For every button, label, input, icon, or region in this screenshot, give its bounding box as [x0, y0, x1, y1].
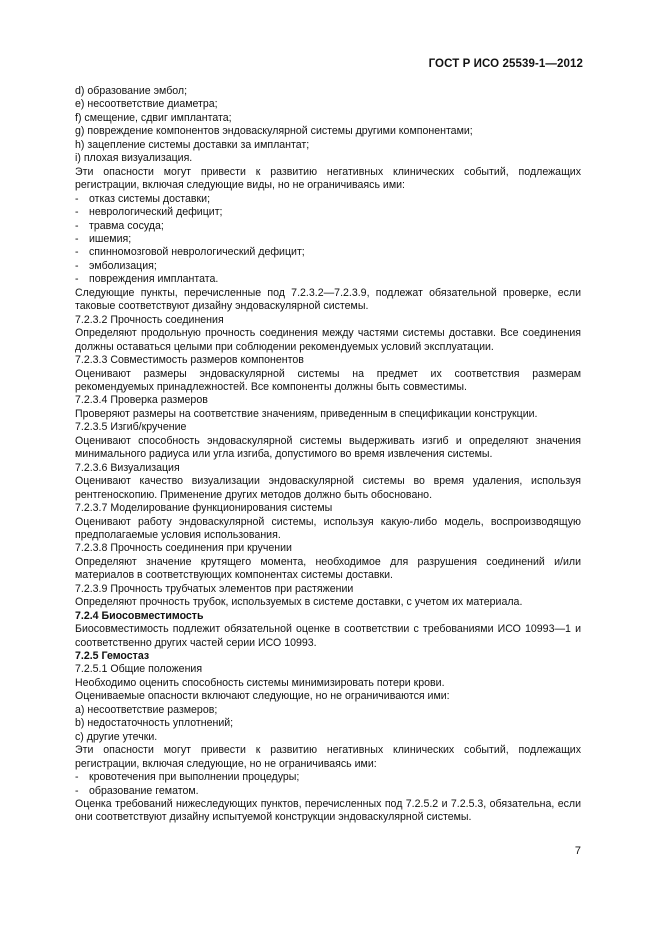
paragraph: Оценивают качество визуализации эндоваскулярной системы во время удаления, используя рентгеноскопию. Применение других методов должно быть обосновано. [75, 475, 581, 501]
paragraph: Биосовместимость подлежит обязательной оценке в соответствии с требованиями ИСО 10993—1 и соответственно других частей серии ИСО 10993. [75, 623, 581, 649]
dash-marker: - [75, 771, 79, 784]
paragraph: Определяют продольную прочность соединения между частями системы доставки. Все соединения должны оставаться целыми при соблюдении рекомендуемых условий эксплуатации. [75, 327, 581, 353]
dash-list-item [48, 206, 581, 219]
document-body [48, 85, 581, 825]
dash-list-item [48, 246, 581, 259]
page-number: 7 [574, 845, 581, 857]
paragraph: Определяют значение крутящего момента, необходимое для разрушения соединений и/или материалов в соответствующих компонентах системы доставки. [75, 555, 581, 582]
paragraph: Оценивают размеры эндоваскулярной системы на предмет их соответствия размерам рекомендуемых принадлежностей. Все компоненты должны быть совместимы. [75, 367, 581, 393]
paragraph: Оценка требований нижеследующих пунктов, перечисленных под 7.2.5.2 и 7.2.5.3, обязательна, если они соответствуют дизайну испытуемой конструкции эндоваскулярной системы. [75, 798, 581, 824]
section-heading: 7.2.3.2 Прочность соединения [75, 313, 224, 326]
dash-list-item [48, 273, 581, 286]
dash-marker: - [75, 784, 79, 797]
dash-item-text: эмболизация; [89, 259, 157, 272]
dash-item-text: неврологический дефицит; [89, 206, 223, 219]
paragraph: Оценивают работу эндоваскулярной системы, используя какую-либо модель, воспроизводящую предполагаемые условия использования. [75, 515, 581, 541]
dash-marker: - [75, 232, 79, 245]
list-item: c) другие утечки. [75, 730, 158, 743]
paragraph: Эти опасности могут привести к развитию негативных клинических событий, подлежащих регистрации, включая следующие виды, но не ограничиваясь ими: [75, 165, 581, 192]
section-heading: 7.2.3.9 Прочность трубчатых элементов при растяжении [75, 582, 354, 595]
dash-item-text: травма сосуда; [89, 219, 164, 232]
section-heading: 7.2.3.4 Проверка размеров [75, 394, 208, 407]
list-item: e) несоответствие диаметра; [75, 98, 218, 111]
paragraph: Оценивают способность эндоваскулярной системы выдерживать изгиб и определяют значения минимального радиуса или угла изгиба, допустимого во время извлечения системы. [75, 434, 581, 461]
dash-list-item [48, 260, 581, 273]
section-heading: 7.2.3.3 Совместимость размеров компонентов [75, 354, 304, 367]
list-item: g) повреждение компонентов эндоваскулярной системы другими компонентами; [75, 125, 473, 138]
list-item: i) плохая визуализация. [75, 152, 193, 165]
dash-item-text: спинномозговой неврологический дефицит; [89, 246, 305, 259]
paragraph: Следующие пункты, перечисленные под 7.2.3.2—7.2.3.9, подлежат обязательной проверке, если таковые соответствуют дизайну эндоваскулярной системы. [75, 286, 581, 313]
section-heading: 7.2.3.6 Визуализация [75, 461, 180, 474]
dash-marker: - [75, 246, 79, 259]
dash-marker: - [75, 259, 79, 272]
paragraph: Оцениваемые опасности включают следующие, но не ограничиваются ими: [75, 690, 450, 703]
list-item: b) недостаточность уплотнений; [75, 717, 234, 730]
dash-list-item [48, 771, 581, 784]
dash-marker: - [75, 273, 79, 286]
dash-item-text: ишемия; [89, 232, 132, 245]
dash-marker: - [75, 206, 79, 219]
dash-list-item [48, 785, 581, 798]
document-header: ГОСТ Р ИСО 25539-1—2012 [428, 58, 583, 70]
paragraph: Определяют прочность трубок, используемых в системе доставки, с учетом их материала. [75, 596, 523, 609]
list-item: f) смещение, сдвиг имплантата; [75, 111, 232, 124]
dash-marker: - [75, 219, 79, 232]
section-heading-bold: 7.2.5 Гемостаз [75, 650, 150, 663]
dash-item-text: кровотечения при выполнении процедуры; [89, 771, 300, 784]
dash-item-text: образование гематом. [89, 784, 199, 797]
section-heading-bold: 7.2.4 Биосовместимость [75, 609, 204, 622]
list-item: h) зацепление системы доставки за имплантат; [75, 138, 310, 151]
list-item: d) образование эмбол; [75, 85, 188, 97]
section-heading: 7.2.3.5 Изгиб/кручение [75, 421, 187, 434]
paragraph: Проверяют размеры на соответствие значениям, приведенным в спецификации конструкции. [75, 407, 538, 420]
dash-item-text: повреждения имплантата. [89, 273, 219, 286]
section-heading: 7.2.3.8 Прочность соединения при кручении [75, 542, 292, 555]
section-heading: 7.2.3.7 Моделирование функционирования системы [75, 502, 333, 515]
paragraph: Эти опасности могут привести к развитию негативных клинических событий, подлежащих регистрации, включая следующие, но не ограничиваясь ими: [75, 744, 581, 770]
dash-list-item [48, 220, 581, 233]
dash-marker: - [75, 192, 79, 205]
dash-list-item [48, 193, 581, 206]
list-item: a) несоответствие размеров; [75, 703, 218, 716]
dash-item-text: отказ системы доставки; [89, 192, 211, 205]
paragraph: Необходимо оценить способность системы минимизировать потери крови. [75, 676, 445, 689]
dash-list-item [48, 233, 581, 246]
section-heading: 7.2.5.1 Общие положения [75, 663, 203, 676]
